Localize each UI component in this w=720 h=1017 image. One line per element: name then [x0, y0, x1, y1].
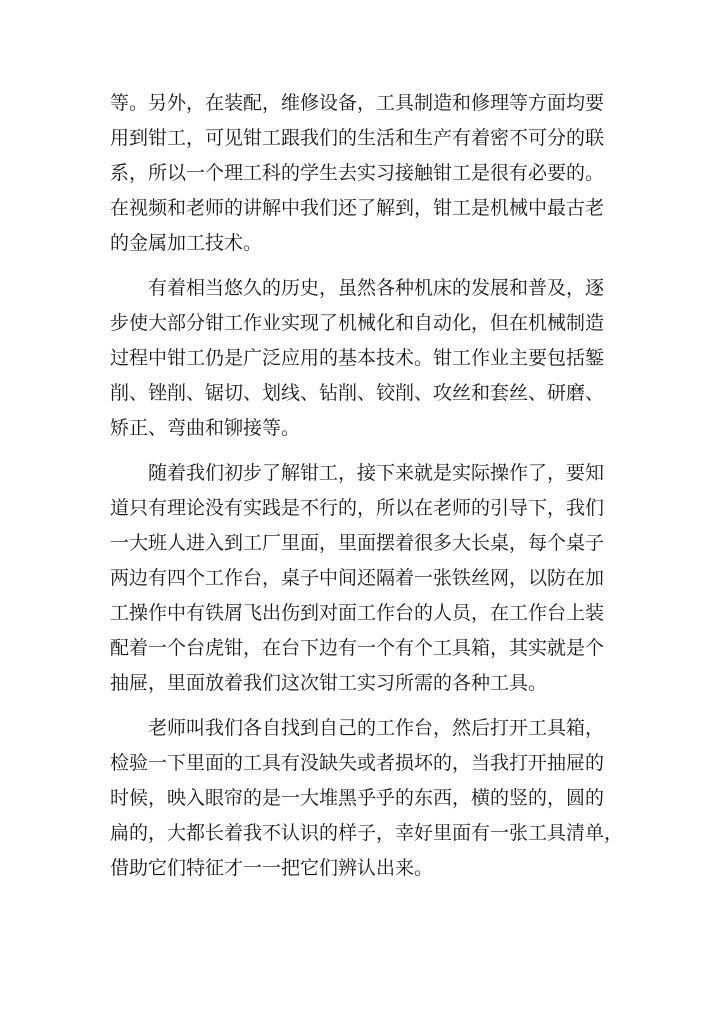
text-line: 削、锉削、锯切、划线、钻削、铰削、攻丝和套丝、研磨、	[110, 382, 605, 404]
text-line: 矫正、弯曲和铆接等。	[110, 417, 301, 439]
text-line: 有着相当悠久的历史，虽然各种机床的发展和普及，逐	[148, 277, 605, 299]
text-line: 扁的，大都长着我不认识的样子，幸好里面有一张工具清单，	[110, 822, 624, 844]
text-line: 工操作中有铁屑飞出伤到对面工作台的人员，在工作台上装	[110, 602, 605, 624]
paragraph-1	[110, 86, 615, 261]
text-line: 用到钳工，可见钳工跟我们的生活和生产有着密不可分的联	[110, 127, 605, 149]
text-line: 等。另外，在装配，维修设备，工具制造和修理等方面均要	[110, 92, 605, 114]
text-line: 一大班人进入到工厂里面，里面摆着很多大长桌，每个桌子	[110, 532, 605, 554]
text-line: 系，所以一个理工科的学生去实习接触钳工是很有必要的。	[110, 162, 605, 184]
paragraph-3	[110, 456, 615, 701]
text-line: 配着一个台虎钳，在台下边有一个有个工具箱，其实就是个	[110, 637, 605, 659]
text-line: 在视频和老师的讲解中我们还了解到，钳工是机械中最古老	[110, 197, 605, 219]
text-line: 的金属加工技术。	[110, 232, 263, 254]
text-line: 随着我们初步了解钳工，接下来就是实际操作了，要知	[148, 462, 605, 484]
text-line: 步使大部分钳工作业实现了机械化和自动化，但在机械制造	[110, 312, 605, 334]
text-line: 过程中钳工仍是广泛应用的基本技术。钳工作业主要包括錾	[110, 347, 605, 369]
text-line: 道只有理论没有实践是不行的，所以在老师的引导下，我们	[110, 497, 605, 519]
text-line: 检验一下里面的工具有没缺失或者损坏的，当我打开抽屉的	[110, 752, 605, 774]
paragraph-2	[110, 271, 615, 446]
text-line: 两边有四个工作台，桌子中间还隔着一张铁丝网，以防在加	[110, 567, 605, 589]
text-line: 时候，映入眼帘的是一大堆黑乎乎的东西，横的竖的，圆的	[110, 787, 605, 809]
text-line: 借助它们特征才一一把它们辨认出来。	[110, 857, 434, 879]
document-body	[110, 86, 624, 896]
text-line: 老师叫我们各自找到自己的工作台，然后打开工具箱，	[148, 717, 605, 739]
text-line: 抽屉，里面放着我们这次钳工实习所需的各种工具。	[110, 672, 548, 694]
paragraph-4	[110, 711, 624, 886]
